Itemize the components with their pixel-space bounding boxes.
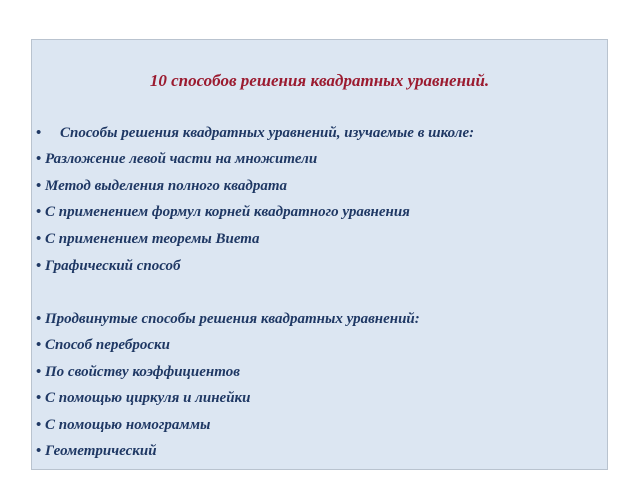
- bullet-icon: •: [36, 337, 42, 353]
- list-item-text: С помощью номограммы: [45, 417, 211, 433]
- bullet-icon: •: [36, 417, 42, 433]
- section1-heading-line: [36, 125, 474, 142]
- bullet-icon: •: [36, 364, 42, 380]
- bullet-icon: •: [36, 443, 42, 459]
- list-item-text: С применением формул корней квадратного уравнения: [45, 204, 410, 220]
- list-item-text: Геометрический: [45, 443, 157, 459]
- list-item-text: С применением теоремы Виета: [45, 231, 260, 247]
- slide: [31, 39, 608, 470]
- bullet-icon: •: [36, 178, 42, 194]
- list-item-text: Способ переброски: [45, 337, 170, 353]
- bullet-icon: •: [36, 204, 42, 220]
- section2-heading-line: [36, 311, 420, 328]
- section2-heading: Продвинутые способы решения квадратных уравнений:: [45, 311, 420, 327]
- list-item: [36, 417, 210, 434]
- bullet-icon: •: [36, 125, 42, 141]
- bullet-icon: •: [36, 258, 42, 274]
- list-item: [36, 337, 170, 354]
- list-item-text: Метод выделения полного квадрата: [45, 178, 287, 194]
- list-item: [36, 443, 157, 460]
- list-item: [36, 390, 251, 407]
- list-item-text: С помощью циркуля и линейки: [45, 390, 251, 406]
- slide-title: 10 способов решения квадратных уравнений.: [149, 71, 490, 90]
- bullet-icon: •: [36, 311, 42, 327]
- bullet-icon: •: [36, 390, 42, 406]
- list-item: [36, 231, 259, 248]
- list-item-text: Графический способ: [45, 258, 181, 274]
- list-item-text: Разложение левой части на множители: [45, 151, 318, 167]
- bullet-icon: •: [36, 151, 42, 167]
- list-item-text: По свойству коэффициентов: [45, 364, 240, 380]
- section1-heading: Способы решения квадратных уравнений, изучаемые в школе:: [60, 125, 475, 141]
- list-item: [36, 204, 410, 221]
- list-item: [36, 258, 181, 275]
- list-item: [36, 364, 240, 381]
- list-item: [36, 151, 317, 168]
- bullet-icon: •: [36, 231, 42, 247]
- list-item: [36, 178, 287, 195]
